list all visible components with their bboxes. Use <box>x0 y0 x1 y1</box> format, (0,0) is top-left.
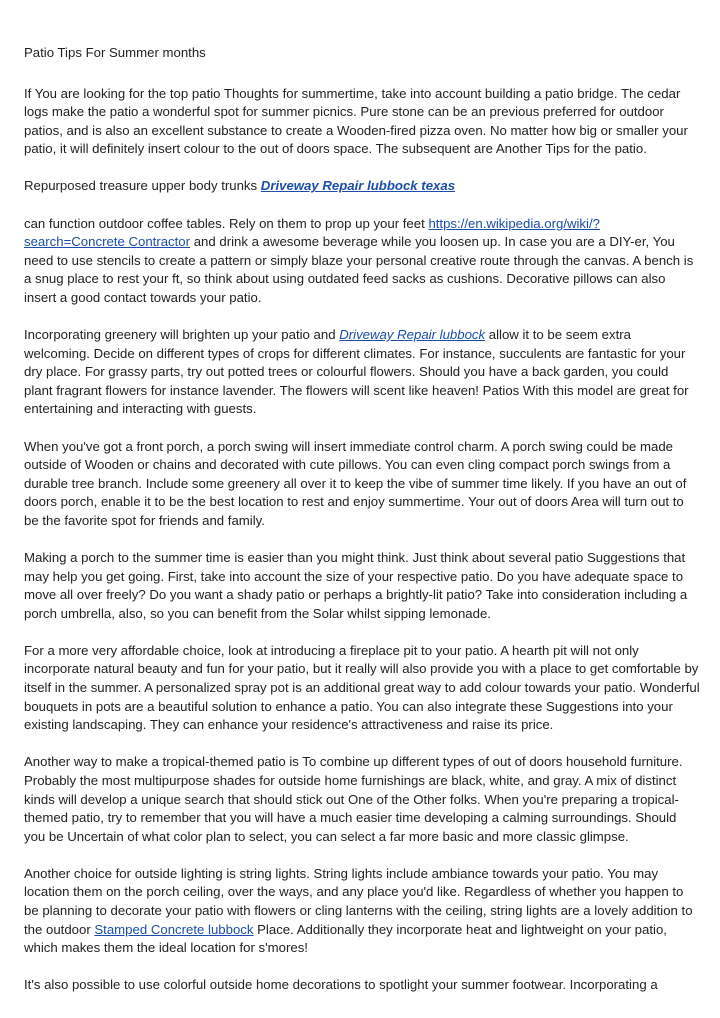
document-title: Patio Tips For Summer months <box>24 45 206 60</box>
paragraph-greenery <box>24 326 700 419</box>
paragraph-intro: If You are looking for the top patio Thoughts for summertime, take into account building a patio bridge. The cedar logs make the patio a wonderful spot for summer picnics. Pure stone can be an previous preferred for outdoor patios, and is also an excellent substance to create a Wooden-fired pizza oven. No matter how big or smaller your patio, it will definitely insert colour to the out of doors space. The subsequent are Another Tips for the patio. <box>24 85 688 157</box>
paragraph-text: Repurposed treasure upper body trunks <box>24 178 261 194</box>
paragraph-text: Incorporating greenery will brighten up your patio and <box>24 327 340 343</box>
paragraph-treasure-trunks <box>24 177 700 196</box>
paragraph-decorations: It's also possible to use colorful outside home decorations to spotlight your summer footwear. Incorporating a <box>24 977 658 993</box>
paragraph-fireplace-pit: For a more very affordable choice, look at introducing a fireplace pit to your patio. A hearth pit will not only incorporate natural beauty and fun for your patio, but it really will also provide you with a place to get comfortable by itself in the summer. A personalized spray pot is an additional great way to add colour towards your patio. Wonderful bouquets in pots are a beautiful solution to enhance a patio. You can also integrate these Suggestions into your existing landscaping. They can enhance your residence's attractiveness and raise its price. <box>24 642 700 733</box>
paragraph-coffee-tables <box>24 215 700 308</box>
paragraph-tropical-patio: Another way to make a tropical-themed patio is To combine up different types of out of doors household furniture. Probably the most multipurpose shades for outside home furnishings are black, white, and gray. A mix of distinct kinds will develop a unique search that should stick out One of the Other folks. When you're preparing a tropical-themed patio, try to remember that you will have a much easier time developing a calming surroundings. Should you be Uncertain of what color plan to select, you can select a far more basic and more classic glimpse. <box>24 754 683 844</box>
link-wikipedia-concrete-contractor[interactable]: https://en.wikipedia.org/wiki/?search=Concrete Contractor <box>24 215 600 250</box>
document-page <box>24 44 700 1013</box>
link-stamped-concrete-lubbock[interactable]: Stamped Concrete lubbock <box>94 921 254 937</box>
paragraph-text: allow it to be seem extra welcoming. Decide on different types of crops for different climates. For instance, succulents are fantastic for your dry place. For grassy parts, try out potted trees or colourful flowers. Should you have a back garden, you could plant fragrant flowers for instance lavender. The flowers will scent like heaven! Patios With this model are great for entertaining and interacting with guests. <box>24 327 689 417</box>
paragraph-text: can function outdoor coffee tables. Rely on them to prop up your feet <box>24 215 429 231</box>
paragraph-text: Another choice for outside lighting is string lights. String lights include ambiance towards your patio. You may location them on the porch ceiling, over the ways, and any place you'd like. Regardless of whether you happen to be planning to decorate your patio with flowers or cling lanterns with the ceiling, string lights are a lovely addition to the outdoor <box>24 865 693 937</box>
link-driveway-repair-lubbock[interactable]: Driveway Repair lubbock <box>339 327 486 343</box>
paragraph-porch-swing: When you've got a front porch, a porch swing will insert immediate control charm. A porch swing could be made outside of Wooden or chains and decorated with cute pillows. You can even cling compact porch swings from a durable tree branch. Include some greenery all over it to keep the vibe of summer time likely. If you have an out of doors porch, enable it to be the best location to rest and enjoy summertime. Your out of doors Area will turn out to be the favorite spot for friends and family. <box>24 438 687 528</box>
paragraph-string-lights <box>24 865 700 958</box>
link-driveway-repair-lubbock-texas[interactable]: Driveway Repair lubbock texas <box>260 178 456 194</box>
paragraph-summer-porch: Making a porch to the summer time is easier than you might think. Just think about several patio Suggestions that may help you get going. First, take into account the size of your respective patio. Do you have adequate space to move all over freely? Do you want a shady patio or perhaps a brightly-lit patio? Take into consideration including a porch umbrella, also, so you can benefit from the Solar whilst sipping lemonade. <box>24 549 688 621</box>
paragraph-text: and drink a awesome beverage while you loosen up. In case you are a DIY-er, You need to use stencils to create a pattern or simply blaze your personal creative route through the canvas. A bench is a snug place to rest your ft, so think about using outdated feed sacks as cushions. Decorative pillows can also insert a good contact towards your patio. <box>24 234 694 305</box>
paragraph-text: Place. Additionally they incorporate heat and lightweight on your patio, which makes them the ideal location for s'mores! <box>24 921 667 956</box>
